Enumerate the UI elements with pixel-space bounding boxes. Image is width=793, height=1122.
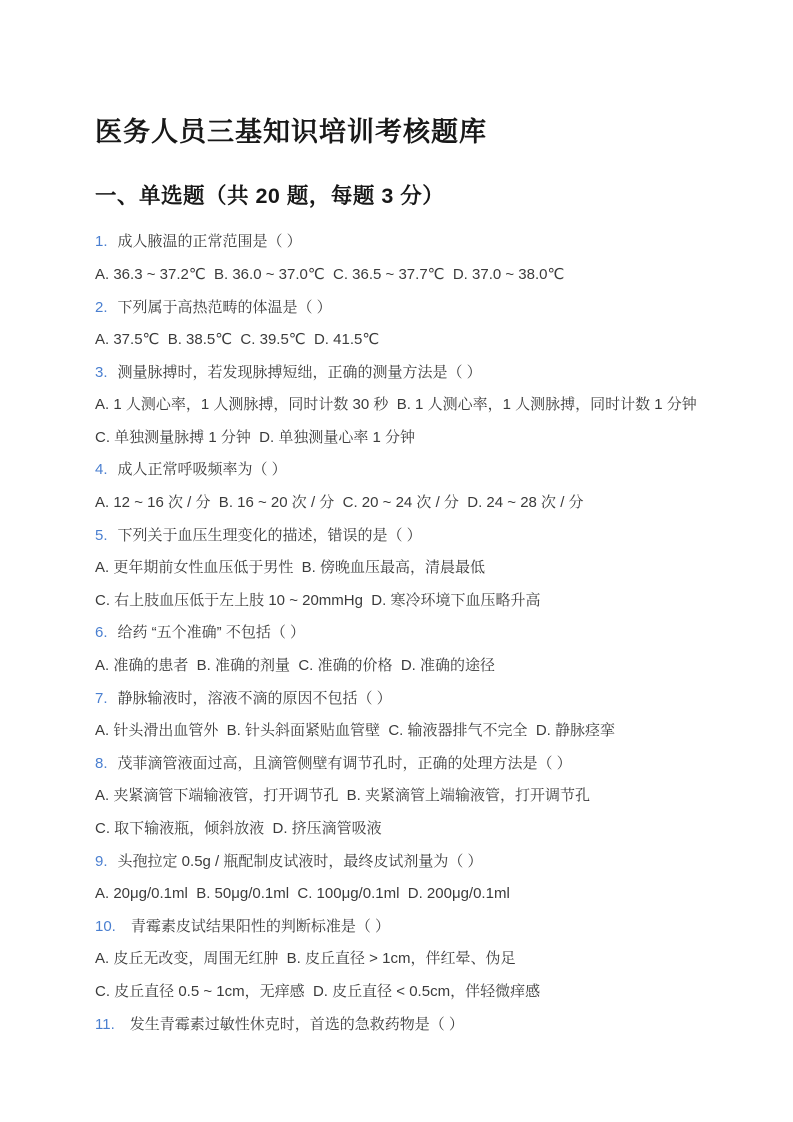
question-block (95, 454, 713, 519)
section-heading: 一、单选题（共 20 题，每题 3 分） (95, 183, 445, 208)
question-list (95, 226, 713, 1041)
question-line (95, 683, 713, 716)
option-line: A. 12 ~ 16 次 / 分 B. 16 ~ 20 次 / 分 C. 20 ~ 24 次 / 分 D. 24 ~ 28 次 / 分 (95, 494, 584, 512)
option-line: A. 36.3 ~ 37.2℃ B. 36.0 ~ 37.0℃ C. 36.5 ~ 37.7℃ D. 37.0 ~ 38.0℃ (95, 265, 565, 283)
option-line: A. 更年期前女性血压低于男性 B. 傍晚血压最高，清晨最低 (95, 559, 486, 577)
option-line: A. 针头滑出血管外 B. 针头斜面紧贴血管壁 C. 输液器排气不完全 D. 静脉痉挛 (95, 722, 616, 740)
question-number: 10. (95, 917, 116, 935)
question-text: 静脉输液时，溶液不滴的原因不包括（ ） (117, 689, 392, 707)
document-body (95, 118, 713, 1041)
option-line: C. 皮丘直径 0.5 ~ 1cm，无痒感 D. 皮丘直径 < 0.5cm，伴轻微痒感 (95, 982, 541, 1000)
question-line (95, 292, 713, 325)
question-block (95, 520, 713, 618)
question-number: 7. (95, 689, 108, 707)
question-line (95, 846, 713, 879)
question-text: 茂菲滴管液面过高，且滴管侧壁有调节孔时，正确的处理方法是（ ） (117, 754, 572, 772)
question-line (95, 748, 713, 781)
question-block (95, 846, 713, 911)
document-title: 医务人员三基知识培训考核题库 (95, 117, 487, 147)
question-number: 9. (95, 852, 108, 870)
question-line (95, 357, 713, 390)
option-line: A. 37.5℃ B. 38.5℃ C. 39.5℃ D. 41.5℃ (95, 331, 380, 349)
question-line (95, 226, 713, 259)
question-line (95, 520, 713, 553)
option-line: A. 20μg/0.1ml B. 50μg/0.1ml C. 100μg/0.1ml D. 200μg/0.1ml (95, 885, 510, 903)
option-line: A. 皮丘无改变，周围无红肿 B. 皮丘直径 > 1cm，伴红晕、伪足 (95, 950, 516, 968)
question-text: 给药 “五个准确” 不包括（ ） (117, 624, 306, 642)
question-text: 发生青霉素过敏性休克时，首选的急救药物是（ ） (129, 1015, 464, 1033)
question-block (95, 357, 713, 455)
question-block (95, 911, 713, 1009)
question-number: 3. (95, 363, 108, 381)
question-line (95, 1009, 713, 1042)
question-block (95, 617, 713, 682)
question-number: 6. (95, 624, 108, 642)
question-text: 测量脉搏时，若发现脉搏短绌，正确的测量方法是（ ） (117, 363, 482, 381)
question-number: 1. (95, 233, 108, 251)
question-text: 下列属于高热范畴的体温是（ ） (117, 298, 332, 316)
option-line: A. 夹紧滴管下端输液管，打开调节孔 B. 夹紧滴管上端输液管，打开调节孔 (95, 787, 591, 805)
question-line (95, 911, 713, 944)
question-number: 2. (95, 298, 108, 316)
question-text: 头孢拉定 0.5g / 瓶配制皮试液时，最终皮试剂量为（ ） (117, 852, 483, 870)
option-line: A. 准确的患者 B. 准确的剂量 C. 准确的价格 D. 准确的途径 (95, 657, 496, 675)
question-text: 成人腋温的正常范围是（ ） (117, 233, 302, 251)
question-text: 下列关于血压生理变化的描述，错误的是（ ） (117, 526, 422, 544)
question-line (95, 617, 713, 650)
question-number: 4. (95, 461, 108, 479)
question-block (95, 748, 713, 846)
question-block (95, 226, 713, 291)
option-line: A. 1 人测心率，1 人测脉搏，同时计数 30 秒 B. 1 人测心率，1 人测脉搏，同时计数 1 分钟 (95, 396, 697, 414)
option-line: C. 右上肢血压低于左上肢 10 ~ 20mmHg D. 寒冷环境下血压略升高 (95, 591, 541, 609)
option-line: C. 单独测量脉搏 1 分钟 D. 单独测量心率 1 分钟 (95, 428, 416, 446)
question-number: 8. (95, 754, 108, 772)
question-text: 成人正常呼吸频率为（ ） (117, 461, 287, 479)
question-number: 11. (95, 1015, 115, 1033)
question-text: 青霉素皮试结果阳性的判断标准是（ ） (130, 917, 391, 935)
question-line (95, 454, 713, 487)
question-block (95, 683, 713, 748)
question-block (95, 1009, 713, 1042)
question-block (95, 292, 713, 357)
option-line: C. 取下输液瓶，倾斜放液 D. 挤压滴管吸液 (95, 820, 382, 838)
question-number: 5. (95, 526, 108, 544)
